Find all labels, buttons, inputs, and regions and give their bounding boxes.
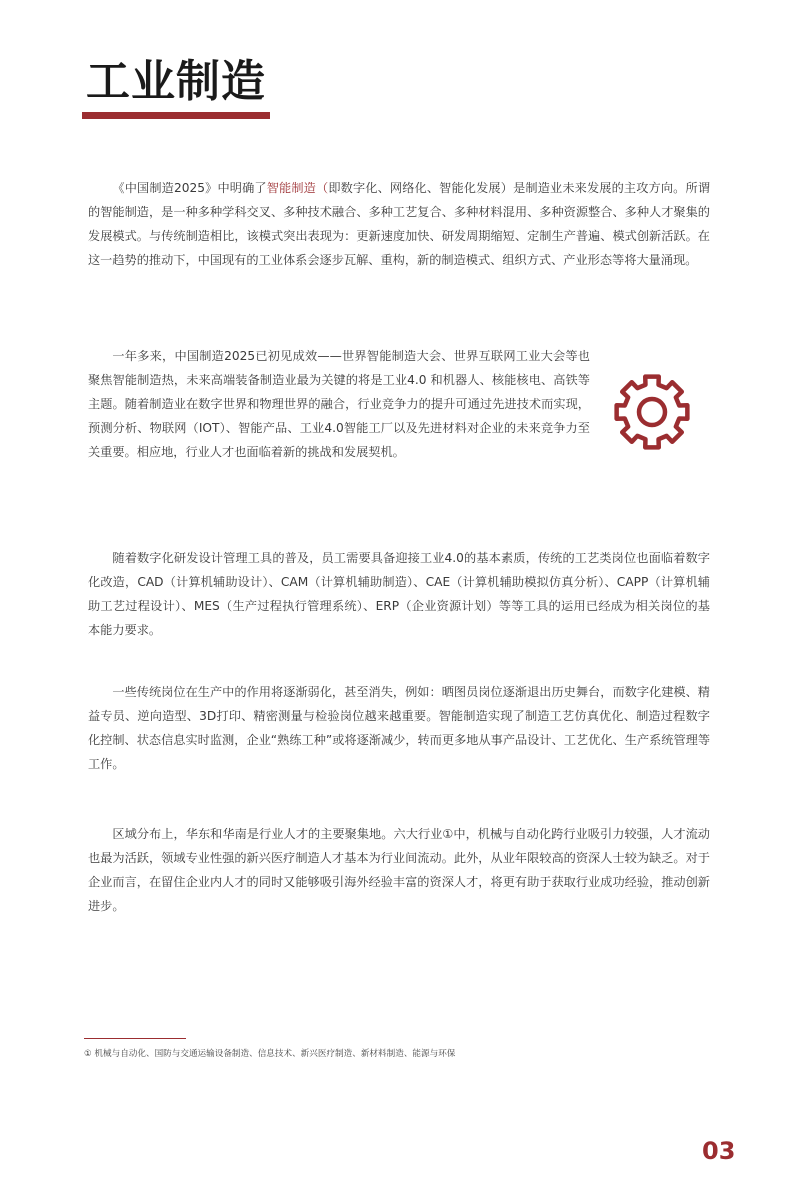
highlight-term: 智能制造（ bbox=[266, 181, 329, 195]
gear-hub bbox=[639, 399, 665, 425]
paragraph-text-after: 即数字化、网络化、智能化发展）是制造业未来发展的主攻方向。所谓的智能制造，是一种多种学科交叉、多种技术融合、多种工艺复合、多种材料混用、多种资源整合、多种人才聚集的发展模式。与传统制造相比，该模式突出表现为：更新速度加快、研发周期缩短、定制生产普遍、模式创新活跃。在这一趋势的推动下，中国现有的工业体系会逐步瓦解、重构，新的制造模式、组织方式、产业形态等将大量涌现。 bbox=[88, 181, 711, 267]
paragraph-regional-distribution: 区域分布上，华东和华南是行业人才的主要聚集地。六大行业①中，机械与自动化跨行业吸引力较强，人才流动也最为活跃，领域专业性强的新兴医疗制造人才基本为行业间流动。此外，从业年限较高的资深人士较为缺乏。对于企业而言，在留住企业内人才的同时又能够吸引海外经验丰富的资深人才，将更有助于获取行业成功经验，推动创新进步。 bbox=[88, 827, 710, 913]
paragraph-progress: 一年多来，中国制造2025已初见成效——世界智能制造大会、世界互联网工业大会等也聚焦智能制造热，未来高端装备制造业最为关键的将是工业4.0 和机器人、核能核电、高铁等主题。随着制造业在数字世界和物理世界的融合，行业竞争力的提升可通过先进技术而实现，预测分析、物联网（IOT）、智能产品、工业4.0智能工厂以及先进材料对企业的未来竞争力至关重要。相应地，行业人才也面临着新的挑战和发展契机。 bbox=[88, 349, 590, 459]
gear-icon bbox=[612, 372, 692, 452]
paragraph-intelligent-manufacturing bbox=[88, 176, 710, 272]
paragraph-digital-tools: 随着数字化研发设计管理工具的普及，员工需要具备迎接工业4.0的基本素质，传统的工艺类岗位也面临着数字化改造，CAD（计算机辅助设计）、CAM（计算机辅助制造）、CAE（计算机辅助模拟仿真分析）、CAPP（计算机辅助工艺过程设计）、MES（生产过程执行管理系统）、ERP（企业资源计划）等等工具的运用已经成为相关岗位的基本能力要求。 bbox=[88, 551, 710, 637]
page-title: 工业制造 bbox=[86, 56, 266, 107]
paragraph-traditional-roles: 一些传统岗位在生产中的作用将逐渐弱化，甚至消失，例如：晒图员岗位逐渐退出历史舞台，而数字化建模、精益专员、逆向造型、3D打印、精密测量与检验岗位越来越重要。智能制造实现了制造工艺仿真优化、制造过程数字化控制、状态信息实时监测，企业“熟练工种”或将逐渐减少，转而更多地从事产品设计、工艺优化、生产系统管理等工作。 bbox=[88, 685, 711, 771]
title-underline bbox=[82, 112, 270, 119]
paragraph-text-before: 《中国制造2025》中明确了 bbox=[112, 181, 267, 195]
footnote: ① 机械与自动化、国防与交通运输设备制造、信息技术、新兴医疗制造、新材料制造、能源与环保 bbox=[84, 1049, 456, 1059]
page-number: 03 bbox=[702, 1137, 736, 1165]
gear-outline bbox=[617, 377, 688, 448]
footnote-divider bbox=[84, 1038, 186, 1039]
